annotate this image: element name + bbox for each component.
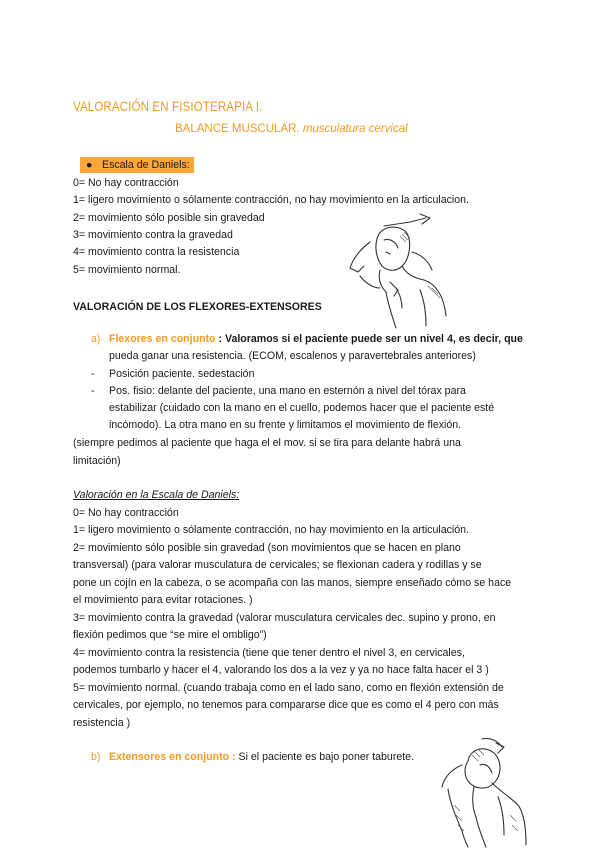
val-line-2c: pone un cojín en la cabeza, o se acompaña con las manos, siempre enseñado cómo se hace — [73, 577, 512, 589]
dash-item-1 — [91, 366, 254, 383]
val-line-2b: transversal) (para valorar musculatura de cervicales; se flexionan cadera y rodillas y se — [73, 559, 482, 571]
daniels-highlight-item — [80, 157, 194, 173]
dash-marker-1: - — [91, 368, 95, 380]
list-marker-a: a) — [91, 333, 101, 345]
extensores-text: Si el paciente es bajo poner taburete. — [238, 751, 415, 763]
val-line-5a: 5= movimiento normal. (cuando trabaja como en el lado sano, como en flexión extensión de — [73, 682, 504, 694]
note-line2: limitación) — [73, 455, 121, 467]
subtitle-plain: BALANCE MUSCULAR. — [175, 123, 300, 135]
val-line-4b: podemos tumbarlo y hacer el 4, valorando los dos a la vez y ya no hace falta hacer el 3 ) — [73, 664, 489, 676]
val-line-5b: cervicales, por ejemplo, no tenemos para compararse dice que es como el 4 pero con más — [73, 699, 499, 711]
flexores-colon-text: : Valoramos si el paciente puede ser un nivel 4, es decir, que — [218, 333, 523, 345]
scale-line-2: 2= movimiento sólo posible sin gravedad — [73, 212, 265, 224]
extensor-test-illustration — [432, 735, 532, 848]
dash-item-2-line1: Pos. fisio: delante del paciente, una mano en esternón a nivel del tórax para — [109, 385, 466, 397]
valoracion-heading: Valoración en la Escala de Daniels: — [73, 489, 240, 501]
val-line-3b: flexión pedimos que “se mire el ombligo”) — [73, 629, 267, 641]
highlight-box — [80, 157, 194, 173]
val-line-5c: resistencia ) — [73, 717, 131, 729]
val-line-3a: 3= movimiento contra la gravedad (valorar musculatura cervicales dec. supino y prono, en — [73, 612, 496, 624]
note-line1: (siempre pedimos al paciente que haga el el mov. si se tira para delante habrá una — [73, 437, 461, 449]
bullet-icon: ● — [86, 159, 93, 171]
document-title: VALORACIÓN EN FISIOTERAPIA I. — [73, 98, 263, 114]
val-line-4a: 4= movimiento contra la resistencia (tiene que tener dentro el nivel 3, en cervicales, — [73, 647, 465, 659]
section-heading: VALORACIÓN DE LOS FLEXORES-EXTENSORES — [73, 301, 322, 313]
scale-line-4: 4= movimiento contra la resistencia — [73, 246, 240, 258]
list-marker-b: b) — [91, 751, 101, 763]
val-line-2a: 2= movimiento sólo posible sin gravedad (son movimientos que se hacen en plano — [73, 542, 461, 554]
dash-item-2 — [91, 383, 466, 400]
flexores-label: Flexores en conjunto — [109, 333, 216, 345]
val-line-2d: el movimiento para evitar rotaciones. ) — [73, 594, 253, 606]
flexores-item — [91, 331, 531, 348]
dash-marker-2: - — [91, 385, 95, 397]
scale-line-5: 5= movimiento normal. — [73, 264, 181, 276]
document-subtitle — [175, 123, 408, 135]
dash-item-2-line2: estabilizar (cuidado con la mano en el cuello, podemos hacer que el paciente esté — [109, 402, 495, 414]
flexor-test-illustration — [340, 212, 452, 330]
subtitle-italic: musculatura cervical — [302, 123, 408, 135]
flexores-line2: pueda ganar una resistencia. (ECOM, escalenos y paravertebrales anteriores) — [109, 350, 476, 362]
highlight-label: Escala de Daniels: — [102, 159, 190, 171]
extensores-label: Extensores en conjunto : — [109, 751, 236, 763]
dash-item-2-line3: incómodo). La otra mano en su frente y limitamos el movimiento de flexión. — [109, 419, 462, 431]
scale-line-1: 1= ligero movimiento o sólamente contracción, no hay movimiento en la articulacion. — [73, 194, 469, 206]
val-line-1: 1= ligero movimiento o sólamente contracción, no hay movimiento en la articulación. — [73, 524, 469, 536]
extensores-item — [91, 749, 414, 766]
dash-item-1-text: Posición paciente. sedestación — [109, 368, 255, 380]
scale-line-0: 0= No hay contracción — [73, 177, 179, 189]
scale-line-3: 3= movimiento contra la gravedad — [73, 229, 233, 241]
val-line-0: 0= No hay contracción — [73, 507, 179, 519]
